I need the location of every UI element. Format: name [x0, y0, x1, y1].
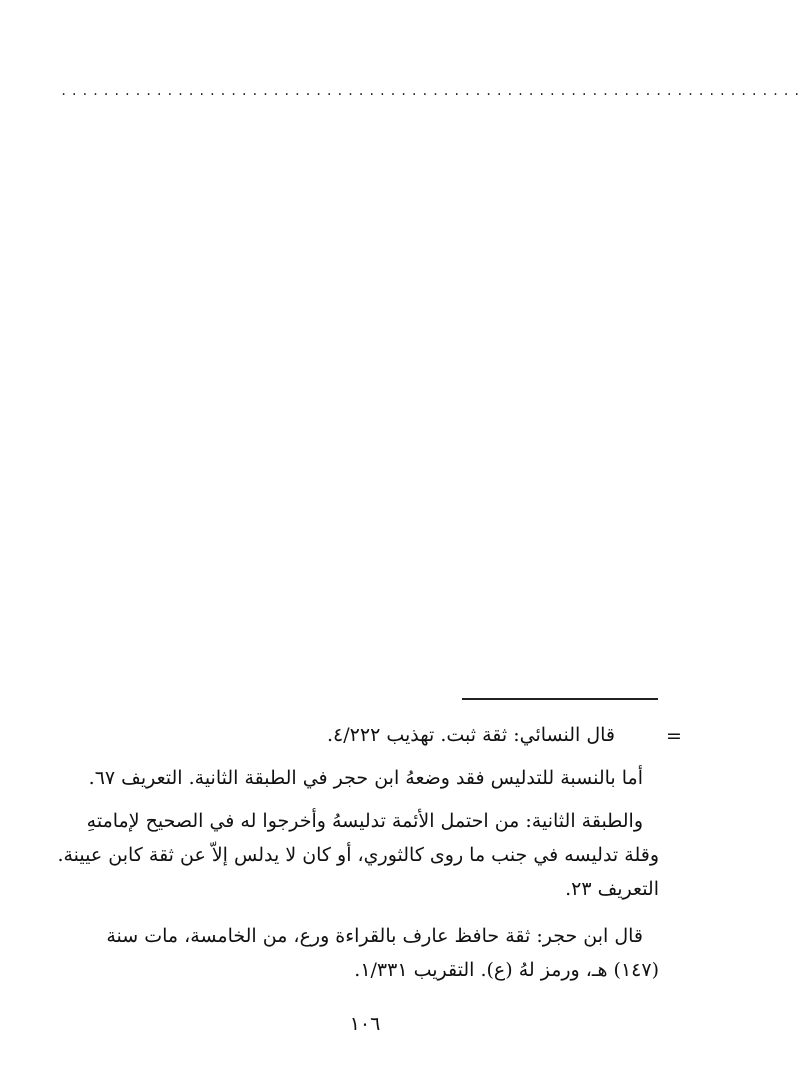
- footnote-line: وقلة تدليسه في جنب ما روى كالثوري، أو كان لا يدلس إلاّ عن ثقة كابن عيينة.: [57, 844, 659, 866]
- footnote-line: والطبقة الثانية: من احتمل الأئمة تدليسهُ وأخرجوا له في الصحيح لإمامتهِ: [86, 810, 643, 832]
- footnote-separator-rule: [462, 698, 658, 700]
- page-number: ١٠٦: [349, 1013, 381, 1035]
- footnote-line: أما بالنسبة للتدليس فقد وضعهُ ابن حجر في الطبقة الثانية. التعريف ٦٧.: [88, 767, 643, 789]
- dotted-separator: ......................................................................: [60, 84, 804, 98]
- footnote-continuation-mark: =: [666, 725, 682, 747]
- footnote-line: قال النسائي: ثقة ثبت. تهذيب ٤/٢٢٢.: [327, 724, 615, 746]
- footnote-line: قال ابن حجر: ثقة حافظ عارف بالقراءة ورع، من الخامسة، مات سنة: [106, 925, 643, 947]
- footnote-line: التعريف ٢٣.: [565, 878, 659, 900]
- footnote-line: (١٤٧) هـ، ورمز لهُ (ع). التقريب ١/٣٣١.: [354, 959, 659, 981]
